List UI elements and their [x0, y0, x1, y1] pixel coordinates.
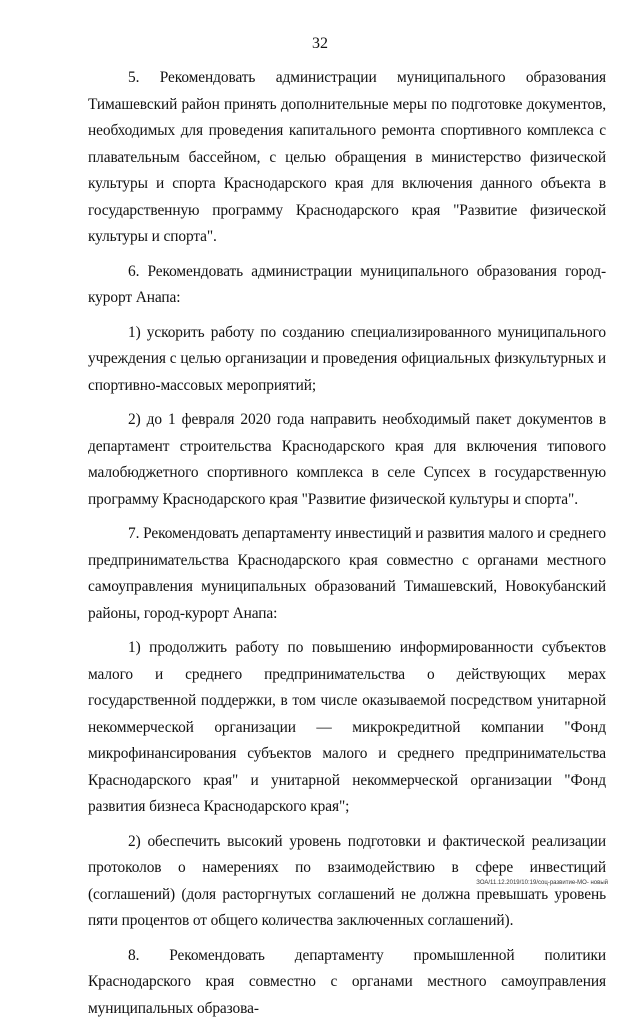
paragraph-item-8: 8. Рекомендовать департаменту промышленной политики Краснодарского края совместно с органами местного самоуправления муниципальных образова-	[88, 946, 606, 1017]
paragraph-item-7: 7. Рекомендовать департаменту инвестиций и развития малого и среднего предпринимательства Краснодарского края совместно с органами местного самоуправления муниципальных образований Тимашевский, Новокубанский районы, город-курорт Анапа:	[88, 525, 606, 622]
paragraph-item-5: 5. Рекомендовать администрации муниципального образования Тимашевский район принять дополнительные меры по подготовке документов, необходимых для проведения капитального ремонта спортивного комплекса с плавательным бассейном, с целью обращения в министерство физической культуры и спорта Краснодарского края для включения данного объекта в государственную программу Краснодарского края "Развитие физической культуры и спорта".	[88, 69, 606, 245]
paragraph-subitem-7-2: 2) обеспечить высокий уровень подготовки и фактической реализации протоколов о намерениях по взаимодействию в сфере инвестиций (соглашений) (доля расторгнутых соглашений не должна превышать уровень пяти процентов от общего количества заключенных соглашений).	[88, 832, 606, 929]
paragraph-subitem-6-2: 2) до 1 февраля 2020 года направить необходимый пакет документов в департамент строительства Краснодарского края для включения типового малобюджетного спортивного комплекса в селе Супсех в государственную программу Краснодарского края "Развитие физической культуры и спорта".	[88, 411, 606, 508]
paragraph-item-6: 6. Рекомендовать администрации муниципального образования город-курорт Анапа:	[88, 262, 606, 306]
page-number: 32	[312, 35, 328, 52]
paragraph-subitem-6-1: 1) ускорить работу по созданию специализированного муниципального учреждения с целью организации и проведения официальных физкультурных и спортивно-массовых мероприятий;	[88, 323, 606, 394]
document-footer-code: ЗОА/11.12.2019/10:19/соц-развитие-МО- новый	[476, 880, 608, 886]
paragraph-subitem-7-1: 1) продолжить работу по повышению информированности субъектов малого и среднего предпринимательства о действующих мерах государственной поддержки, в том числе оказываемой посредством унитарной некоммерческой организации — микрокредитной компании "Фонд микрофинансирования субъектов малого и среднего предпринимательства Краснодарского края" и унитарной некоммерческой организации "Фонд развития бизнеса Краснодарского края";	[88, 639, 606, 815]
